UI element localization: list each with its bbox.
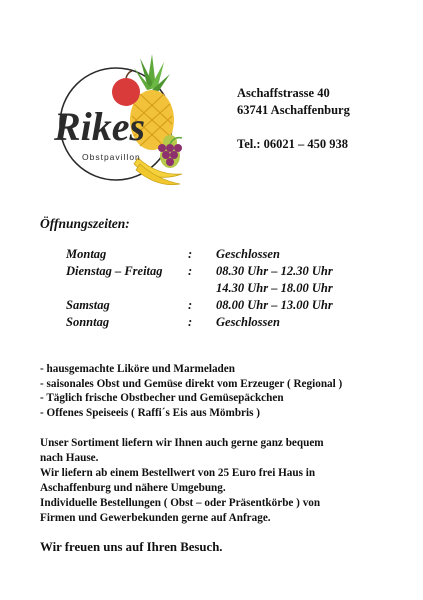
logo-brand: Rikes [54,104,146,149]
delivery-info [40,436,390,526]
info-line: Firmen und Gewerbekunden gerne auf Anfrage. [40,512,271,524]
hours-value: Geschlossen [216,247,280,261]
list-item: - hausgemachte Liköre und Marmeladen [40,363,235,375]
hours-row [66,280,333,297]
info-line: Wir liefern ab einem Bestellwert von 25 Euro frei Haus in [40,467,316,479]
logo-subtitle: Obstpavillon [82,152,141,162]
address-city: 63741 Aschaffenburg [237,102,350,117]
closing-line: Wir freuen uns auf Ihren Besuch. [40,540,223,554]
info-line: Individuelle Bestellungen ( Obst – oder Präsentkörbe ) von [40,497,321,509]
hours-day: Dienstag – Freitag [66,264,163,278]
hours-separator [188,280,216,297]
apple-icon [112,71,140,106]
phone-number: Tel.: 06021 – 450 938 [237,137,348,151]
hours-day: Samstag [66,298,110,312]
hours-day [66,280,188,297]
hours-row [66,314,333,331]
list-item: - Täglich frische Obstbecher und Gemüsepäckchen [40,392,284,405]
hours-separator: : [188,315,193,329]
hours-row [66,246,333,263]
info-line: Unser Sortiment liefern wir Ihnen auch gerne ganz bequem [40,437,324,449]
list-item: - Offenes Speiseeis ( Raffi´s Eis aus Mömbris ) [40,406,261,419]
hours-title: Öffnungszeiten: [40,216,130,231]
info-line: Aschaffenburg und nähere Umgebung. [40,482,226,494]
list-item: - saisonales Obst und Gemüse direkt vom Erzeuger ( Regional ) [40,377,343,390]
hours-day: Montag [66,247,107,261]
offers-list [40,362,342,420]
rikes-logo [44,44,194,194]
hours-table [66,246,333,331]
hours-day: Sonntag [66,315,110,329]
hours-row [66,263,333,280]
hours-separator: : [188,298,193,312]
hours-value: 08.30 Uhr – 12.30 Uhr [216,264,333,278]
hours-value: 08.00 Uhr – 13.00 Uhr [216,298,333,312]
address-street: Aschaffstrasse 40 [237,86,330,100]
hours-value: 14.30 Uhr – 18.00 Uhr [216,281,333,295]
address-block [237,85,350,153]
hours-separator: : [188,264,193,278]
hours-value: Geschlossen [216,315,280,329]
hours-separator: : [188,247,193,261]
info-line: nach Hause. [40,452,99,464]
hours-row [66,297,333,314]
